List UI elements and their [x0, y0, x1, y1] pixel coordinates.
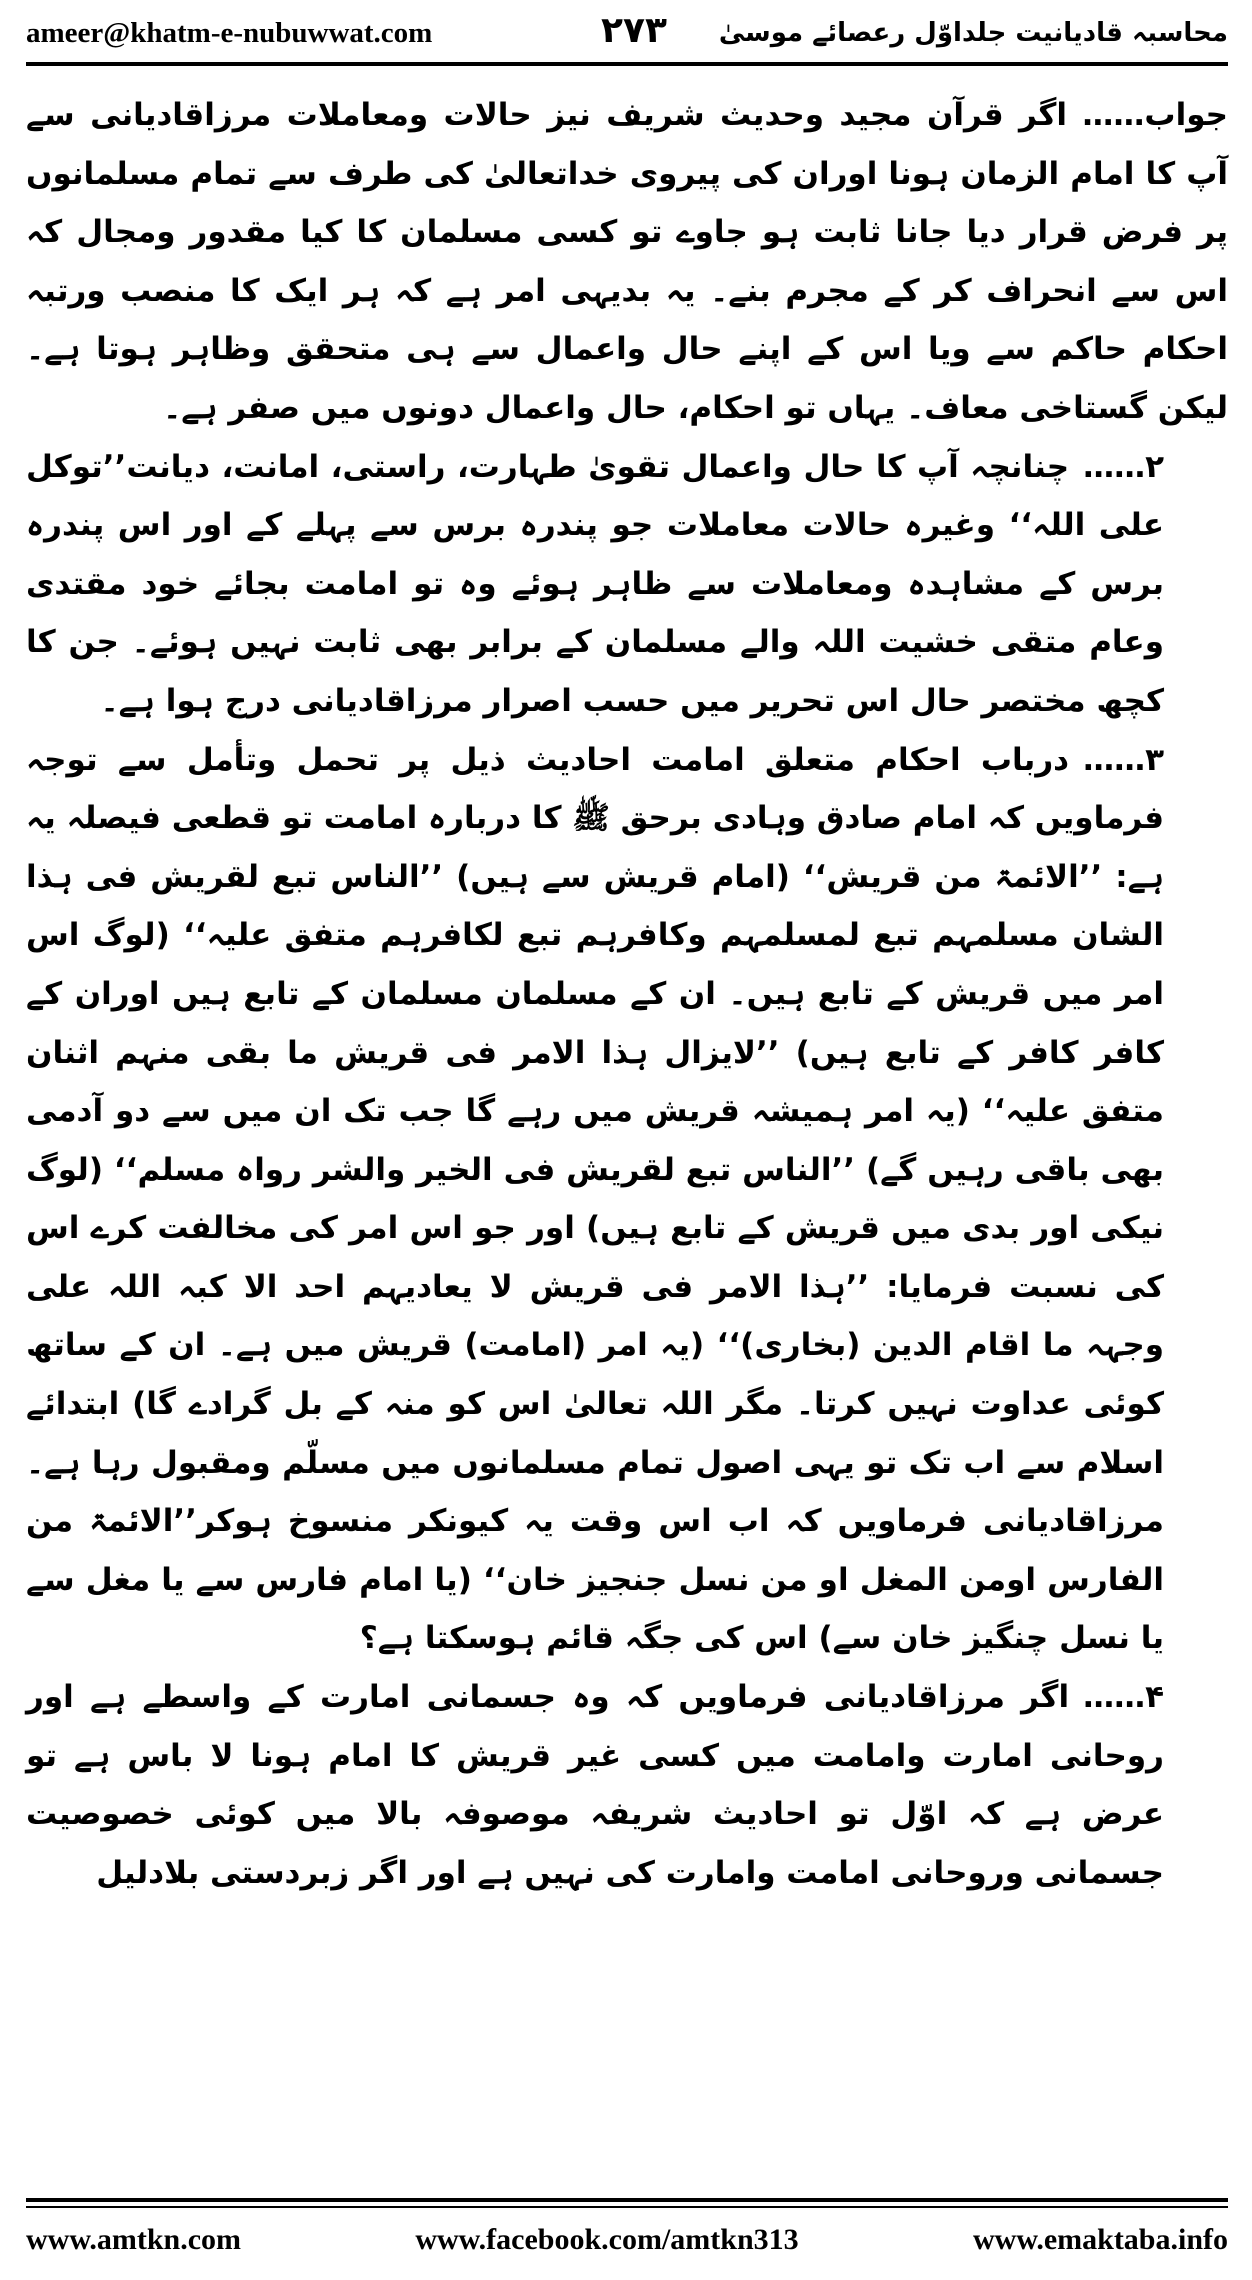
book-title: محاسبہ قادیانیت جلداوّل رعصائے موسیٰ [718, 18, 1228, 48]
paragraph-2 [26, 438, 1228, 731]
footer-link-emaktaba[interactable]: www.emaktaba.info [972, 2223, 1228, 2256]
page-number: ۲۷۳ [601, 10, 667, 51]
paragraph-3-number: ۳…… [1083, 741, 1164, 778]
footer-rule-thin [26, 2206, 1228, 2208]
page-header [26, 10, 1228, 56]
paragraph-2-number: ۲…… [1083, 448, 1164, 485]
paragraph-3-text: درباب احکام متعلق امامت احادیث ذیل پر تحمل وتأمل سے توجہ فرماویں کہ امام صادق وہادی برحق ﷺ کا دربارہ امامت تو قطعی فیصلہ یہ ہے: ’’الائمۃ من قریش‘‘ (امام قریش سے ہیں) ’’الناس تبع لقریش فی ہذا الشان مسلمہم تبع لمسلمہم وکافرہم تبع لکافرہم متفق علیہ‘‘ (لوگ اس امر میں قریش کے تابع ہیں۔ ان کے مسلمان مسلمان کے تابع ہیں اوران کے کافر کافر کے تابع ہیں) ’’لایزال ہذا الامر فی قریش ما بقی منہم اثنان متفق علیہ‘‘ (یہ امر ہمیشہ قریش میں رہے گا جب تک ان میں سے دو آدمی بھی باقی رہیں گے) ’’الناس تبع لقریش فی الخیر والشر رواہ مسلم‘‘ (لوگ نیکی اور بدی میں قریش کے تابع ہیں) اور جو اس امر کی مخالفت کرے اس کی نسبت فرمایا: ’’ہذا الامر فی قریش لا یعادیہم احد الا کبہ اللہ علی وجہہ ما اقام الدین (بخاری)‘‘ (یہ امر (امامت) قریش میں ہے۔ ان کے ساتھ کوئی عداوت نہیں کرتا۔ مگر اللہ تعالیٰ اس کو منہ کے بل گرادے گا) ابتدائے اسلام سے اب تک تو یہی اصول تمام مسلمانوں میں مسلّم ومقبول رہا ہے۔ مرزاقادیانی فرماویں کہ اب اس وقت یہ کیونکر منسوخ ہوکر’’الائمۃ من الفارس اومن المغل او من نسل جنجیز خان‘‘ (یا امام فارس سے یا مغل سے یا نسل چنگیز خان سے) اس کی جگہ قائم ہوسکتا ہے؟ [26, 741, 1164, 1657]
footer-rule-thick [26, 2198, 1228, 2202]
paragraph-3 [26, 731, 1228, 1669]
header-email: ameer@khatm-e-nubuwwat.com [26, 16, 433, 49]
paragraph-2-text: چنانچہ آپ کا حال واعمال تقویٰ طہارت، راستی، امانت، دیانت’’توکل علی اللہ‘‘ وغیرہ حالات معاملات جو پندرہ برس سے پہلے کے اور اس پندرہ برس کے مشاہدہ ومعاملات سے ظاہر ہوئے وہ تو امامت بجائے خود مقتدی وعام متقی خشیت اللہ والے مسلمان کے برابر بھی ثابت نہیں ہوئے۔ جن کا کچھ مختصر حال اس تحریر میں حسب اصرار مرزاقادیانی درج ہوا ہے۔ [26, 448, 1164, 719]
footer-link-facebook[interactable]: www.facebook.com/amtkn313 [415, 2223, 799, 2256]
paragraph-4-number: ۴…… [1083, 1679, 1164, 1716]
paragraph-1: جواب…… اگر قرآن مجید وحدیث شریف نیز حالات ومعاملات مرزاقادیانی سے آپ کا امام الزمان ہونا اوران کی پیروی خداتعالیٰ کی طرف سے تمام مسلمانوں پر فرض قرار دیا جانا ثابت ہو جاوے تو کسی مسلمان کا کیا مقدور ومجال کہ اس سے انحراف کر کے مجرم بنے۔ یہ بدیہی امر ہے کہ ہر ایک کا منصب ورتبہ احکام حاکم سے ویا اس کے اپنے حال واعمال سے ہی متحقق وظاہر ہوتا ہے۔ لیکن گستاخی معاف۔ یہاں تو احکام، حال واعمال دونوں میں صفر ہے۔ [26, 97, 1228, 426]
header-rule [26, 62, 1228, 66]
paragraph-4 [26, 1668, 1228, 1902]
footer-link-amtkn[interactable]: www.amtkn.com [26, 2223, 241, 2256]
page-footer [26, 2218, 1228, 2262]
paragraph-4-text: اگر مرزاقادیانی فرماویں کہ وہ جسمانی امارت کے واسطے ہے اور روحانی امارت وامامت میں کسی غیر قریش کا امام ہونا لا باس ہے تو عرض ہے کہ اوّل تو احادیث شریفہ موصوفہ بالا میں کوئی خصوصیت جسمانی وروحانی امامت وامارت کی نہیں ہے اور اگر زبردستی بلادلیل [26, 1679, 1164, 1891]
page-body [26, 86, 1228, 1902]
